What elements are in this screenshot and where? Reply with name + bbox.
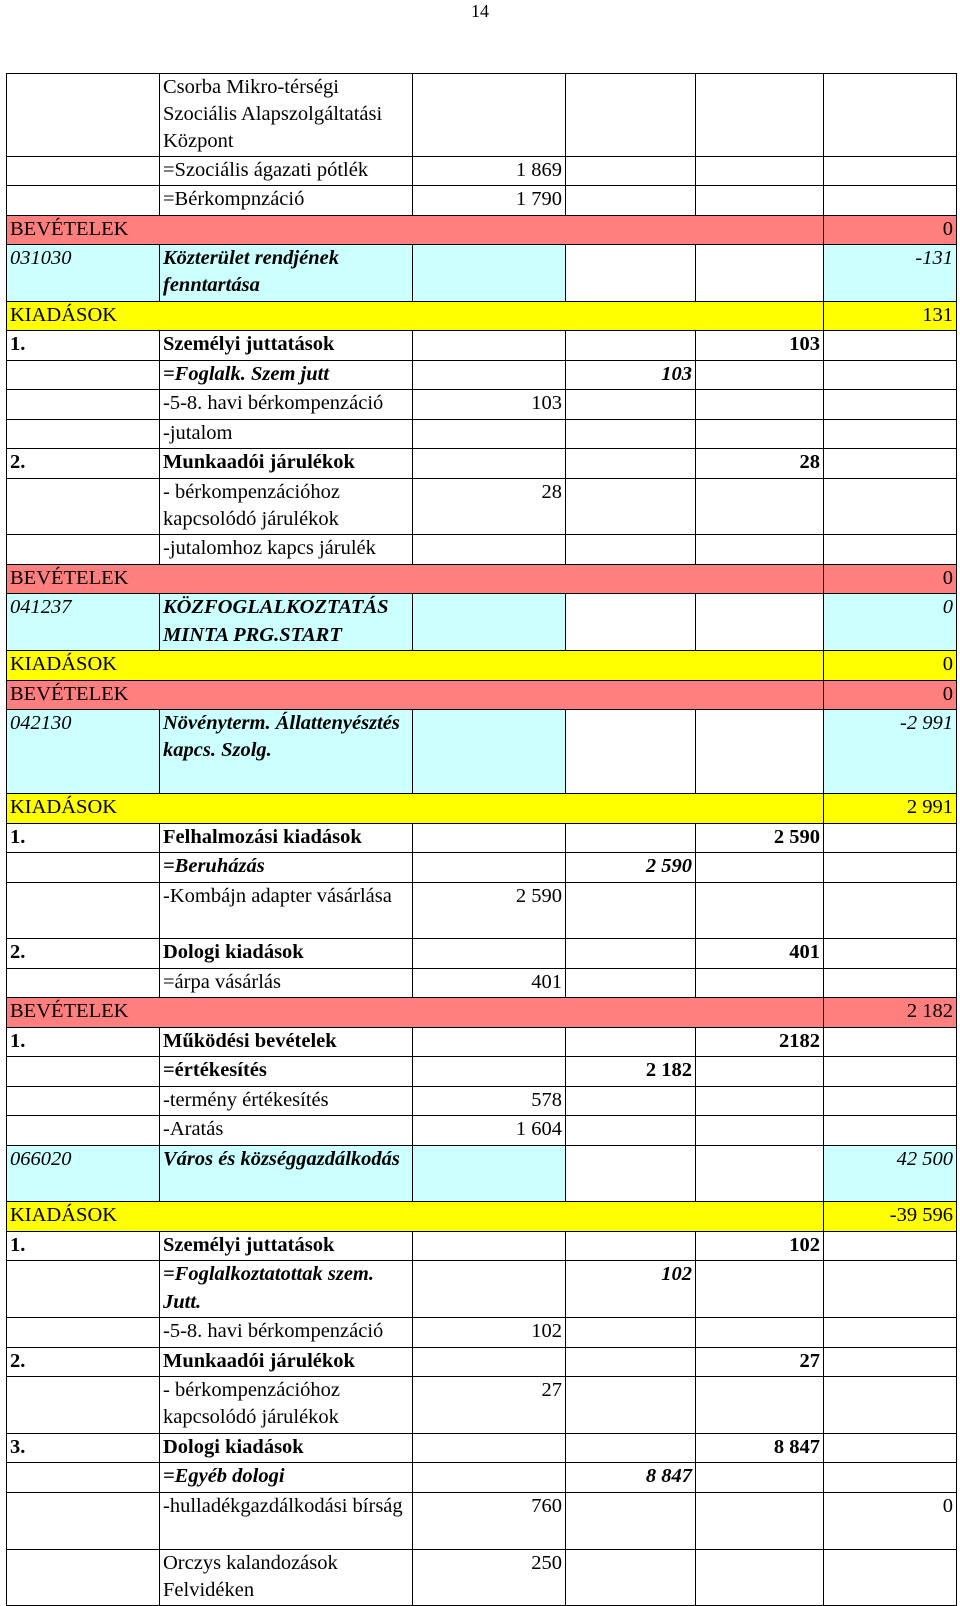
- item-amount-detail: 760: [413, 1492, 566, 1549]
- expense-row: [7, 794, 957, 824]
- item-row: [7, 1027, 957, 1057]
- item-amount-final: [824, 360, 957, 390]
- item-amount-subtotal: [566, 1347, 696, 1377]
- item-amount-final: [824, 1433, 957, 1463]
- item-amount-detail: [413, 1057, 566, 1087]
- item-amount-detail: [413, 535, 566, 565]
- item-row: [7, 1492, 957, 1549]
- item-amount-total: [696, 74, 824, 157]
- item-description: -jutalom: [160, 419, 413, 449]
- item-amount-subtotal: [566, 1231, 696, 1261]
- item-description: -Kombájn adapter vásárlása: [160, 882, 413, 939]
- item-amount-final: [824, 1347, 957, 1377]
- item-amount-total: 28: [696, 449, 824, 479]
- item-amount-total: [696, 186, 824, 216]
- item-row: [7, 1057, 957, 1087]
- item-description: =Foglalkoztatottak szem. Jutt.: [160, 1261, 413, 1318]
- item-number: 2.: [7, 939, 160, 969]
- function-row: [7, 710, 957, 794]
- item-amount-subtotal: [566, 390, 696, 420]
- function-empty-cell: [413, 1145, 566, 1202]
- item-amount-subtotal: 8 847: [566, 1463, 696, 1493]
- item-row: [7, 1433, 957, 1463]
- item-amount-detail: 1 869: [413, 156, 566, 186]
- item-amount-subtotal: [566, 1377, 696, 1434]
- item-number: [7, 74, 160, 157]
- item-amount-subtotal: [566, 186, 696, 216]
- item-description: Személyi juttatások: [160, 1231, 413, 1261]
- function-row: [7, 245, 957, 302]
- item-amount-subtotal: 2 182: [566, 1057, 696, 1087]
- item-row: [7, 331, 957, 361]
- item-description: =Beruházás: [160, 853, 413, 883]
- section-total: 2 991: [824, 794, 957, 824]
- item-row: [7, 1377, 957, 1434]
- item-row: [7, 882, 957, 939]
- item-amount-detail: 401: [413, 968, 566, 998]
- item-amount-final: [824, 74, 957, 157]
- item-description: =Foglalk. Szem jutt: [160, 360, 413, 390]
- item-amount-subtotal: [566, 939, 696, 969]
- item-amount-total: 2182: [696, 1027, 824, 1057]
- section-total: 0: [824, 651, 957, 681]
- item-amount-final: [824, 1086, 957, 1116]
- function-code: 041237: [7, 594, 160, 651]
- expense-label: KIADÁSOK: [7, 1202, 824, 1232]
- item-amount-total: [696, 1492, 824, 1549]
- item-description: =árpa vásárlás: [160, 968, 413, 998]
- item-amount-total: [696, 1377, 824, 1434]
- function-total: 0: [824, 594, 957, 651]
- item-amount-total: [696, 478, 824, 535]
- item-amount-subtotal: [566, 1492, 696, 1549]
- item-amount-total: [696, 1116, 824, 1146]
- item-amount-total: [696, 156, 824, 186]
- item-amount-subtotal: [566, 74, 696, 157]
- text-row: [7, 74, 957, 157]
- function-code: 031030: [7, 245, 160, 302]
- item-description: -5-8. havi bérkompenzáció: [160, 1318, 413, 1348]
- expense-label: KIADÁSOK: [7, 651, 824, 681]
- item-amount-detail: [413, 853, 566, 883]
- item-amount-detail: 28: [413, 478, 566, 535]
- function-empty-cell: [413, 594, 566, 651]
- item-amount-detail: 1 604: [413, 1116, 566, 1146]
- budget-table: [6, 73, 957, 1606]
- item-number: 1.: [7, 823, 160, 853]
- item-amount-detail: [413, 1027, 566, 1057]
- item-number: [7, 1086, 160, 1116]
- item-row: [7, 390, 957, 420]
- item-amount-subtotal: [566, 478, 696, 535]
- item-amount-detail: 2 590: [413, 882, 566, 939]
- item-row: [7, 1261, 957, 1318]
- item-amount-final: [824, 331, 957, 361]
- function-total: 42 500: [824, 1145, 957, 1202]
- item-amount-final: [824, 968, 957, 998]
- function-name: KÖZFOGLALKOZTATÁS MINTA PRG.START: [160, 594, 413, 651]
- item-amount-subtotal: [566, 1116, 696, 1146]
- item-amount-subtotal: [566, 968, 696, 998]
- item-row: [7, 535, 957, 565]
- revenue-label: BEVÉTELEK: [7, 998, 824, 1028]
- item-row: [7, 1231, 957, 1261]
- item-amount-detail: [413, 1231, 566, 1261]
- item-amount-detail: [413, 74, 566, 157]
- function-empty-cell: [696, 1145, 824, 1202]
- item-row: [7, 1347, 957, 1377]
- item-amount-total: [696, 1318, 824, 1348]
- item-amount-subtotal: [566, 156, 696, 186]
- expense-row: [7, 651, 957, 681]
- item-description: - bérkompenzációhoz kapcsolódó járulékok: [160, 478, 413, 535]
- item-amount-detail: [413, 1463, 566, 1493]
- item-amount-final: 0: [824, 1492, 957, 1549]
- item-amount-final: [824, 853, 957, 883]
- function-empty-cell: [696, 594, 824, 651]
- item-description: -hulladékgazdálkodási bírság: [160, 1492, 413, 1549]
- item-number: 1.: [7, 331, 160, 361]
- revenue-row: [7, 998, 957, 1028]
- item-amount-final: [824, 1463, 957, 1493]
- item-amount-detail: [413, 823, 566, 853]
- item-number: [7, 1318, 160, 1348]
- item-description: Személyi juttatások: [160, 331, 413, 361]
- item-amount-detail: [413, 1261, 566, 1318]
- item-amount-total: [696, 1261, 824, 1318]
- item-number: [7, 1463, 160, 1493]
- item-number: 1.: [7, 1231, 160, 1261]
- item-amount-final: [824, 186, 957, 216]
- budget-table-body: [7, 74, 957, 1606]
- item-amount-total: [696, 882, 824, 939]
- item-amount-total: [696, 360, 824, 390]
- item-amount-final: [824, 1027, 957, 1057]
- item-amount-total: [696, 1086, 824, 1116]
- function-empty-cell: [696, 710, 824, 794]
- item-row: [7, 419, 957, 449]
- item-row: [7, 478, 957, 535]
- item-amount-total: [696, 853, 824, 883]
- item-description: =Bérkompnzáció: [160, 186, 413, 216]
- item-number: [7, 882, 160, 939]
- item-number: [7, 1057, 160, 1087]
- item-amount-detail: [413, 1347, 566, 1377]
- item-description: Orczys kalandozások Felvidéken: [160, 1549, 413, 1606]
- item-amount-subtotal: [566, 535, 696, 565]
- item-amount-total: [696, 390, 824, 420]
- item-amount-subtotal: [566, 449, 696, 479]
- item-amount-detail: [413, 449, 566, 479]
- item-amount-subtotal: [566, 882, 696, 939]
- item-description: =Egyéb dologi: [160, 1463, 413, 1493]
- item-amount-subtotal: [566, 331, 696, 361]
- expense-label: KIADÁSOK: [7, 794, 824, 824]
- item-row: [7, 1318, 957, 1348]
- item-number: [7, 1492, 160, 1549]
- function-empty-cell: [566, 245, 696, 302]
- item-amount-total: [696, 968, 824, 998]
- page-number: 14: [471, 1, 489, 21]
- revenue-row: [7, 680, 957, 710]
- function-row: [7, 594, 957, 651]
- section-total: 2 182: [824, 998, 957, 1028]
- expense-row: [7, 301, 957, 331]
- item-amount-final: [824, 1116, 957, 1146]
- item-amount-detail: [413, 360, 566, 390]
- item-row: [7, 823, 957, 853]
- item-amount-detail: [413, 331, 566, 361]
- item-amount-subtotal: [566, 419, 696, 449]
- item-amount-final: [824, 823, 957, 853]
- item-description: -termény értékesítés: [160, 1086, 413, 1116]
- revenue-row: [7, 564, 957, 594]
- item-row: [7, 939, 957, 969]
- item-number: [7, 390, 160, 420]
- item-amount-total: 401: [696, 939, 824, 969]
- item-description: -5-8. havi bérkompenzáció: [160, 390, 413, 420]
- text-row: [7, 186, 957, 216]
- item-number: [7, 478, 160, 535]
- function-code: 066020: [7, 1145, 160, 1202]
- section-total: 131: [824, 301, 957, 331]
- item-amount-final: [824, 882, 957, 939]
- item-amount-final: [824, 390, 957, 420]
- item-number: [7, 853, 160, 883]
- item-row: [7, 853, 957, 883]
- item-amount-detail: 578: [413, 1086, 566, 1116]
- item-amount-final: [824, 1231, 957, 1261]
- item-row: [7, 1086, 957, 1116]
- item-amount-total: [696, 535, 824, 565]
- item-amount-detail: 27: [413, 1377, 566, 1434]
- item-amount-total: 8 847: [696, 1433, 824, 1463]
- item-amount-subtotal: [566, 1433, 696, 1463]
- item-number: [7, 360, 160, 390]
- item-number: 2.: [7, 1347, 160, 1377]
- item-amount-final: [824, 156, 957, 186]
- item-amount-final: [824, 535, 957, 565]
- item-amount-total: [696, 1057, 824, 1087]
- item-amount-final: [824, 1377, 957, 1434]
- item-row: [7, 968, 957, 998]
- function-row: [7, 1145, 957, 1202]
- expense-row: [7, 1202, 957, 1232]
- item-amount-detail: 102: [413, 1318, 566, 1348]
- item-amount-final: [824, 478, 957, 535]
- item-amount-final: [824, 1261, 957, 1318]
- function-code: 042130: [7, 710, 160, 794]
- revenue-row: [7, 215, 957, 245]
- item-amount-final: [824, 419, 957, 449]
- item-amount-subtotal: [566, 1027, 696, 1057]
- item-amount-detail: 103: [413, 390, 566, 420]
- item-number: 2.: [7, 449, 160, 479]
- item-amount-total: 27: [696, 1347, 824, 1377]
- item-number: [7, 1377, 160, 1434]
- section-total: -39 596: [824, 1202, 957, 1232]
- item-amount-detail: 250: [413, 1549, 566, 1606]
- item-number: [7, 1116, 160, 1146]
- item-amount-total: 2 590: [696, 823, 824, 853]
- item-number: 1.: [7, 1027, 160, 1057]
- function-empty-cell: [413, 710, 566, 794]
- item-row: [7, 360, 957, 390]
- item-amount-final: [824, 1318, 957, 1348]
- item-number: 3.: [7, 1433, 160, 1463]
- item-row: [7, 1116, 957, 1146]
- item-amount-subtotal: 103: [566, 360, 696, 390]
- section-total: 0: [824, 680, 957, 710]
- item-description: Működési bevételek: [160, 1027, 413, 1057]
- item-amount-subtotal: 102: [566, 1261, 696, 1318]
- item-amount-final: [824, 1057, 957, 1087]
- function-name: Növényterm. Állattenyésztés kapcs. Szolg.: [160, 710, 413, 794]
- item-description: - bérkompenzációhoz kapcsolódó járulékok: [160, 1377, 413, 1434]
- function-empty-cell: [566, 710, 696, 794]
- item-description: Dologi kiadások: [160, 1433, 413, 1463]
- item-number: [7, 156, 160, 186]
- item-description: Csorba Mikro-térségi Szociális Alapszolgáltatási Központ: [160, 74, 413, 157]
- item-number: [7, 968, 160, 998]
- function-empty-cell: [696, 245, 824, 302]
- function-empty-cell: [566, 1145, 696, 1202]
- item-description: =értékesítés: [160, 1057, 413, 1087]
- item-amount-total: 102: [696, 1231, 824, 1261]
- item-amount-total: [696, 419, 824, 449]
- item-description: Munkaadói járulékok: [160, 449, 413, 479]
- function-name: Város és községgazdálkodás: [160, 1145, 413, 1202]
- item-row: [7, 449, 957, 479]
- item-description: Munkaadói járulékok: [160, 1347, 413, 1377]
- revenue-label: BEVÉTELEK: [7, 680, 824, 710]
- item-amount-detail: [413, 939, 566, 969]
- item-amount-final: [824, 939, 957, 969]
- item-amount-total: 103: [696, 331, 824, 361]
- function-total: -131: [824, 245, 957, 302]
- item-amount-detail: 1 790: [413, 186, 566, 216]
- text-row: [7, 156, 957, 186]
- function-total: -2 991: [824, 710, 957, 794]
- item-number: [7, 419, 160, 449]
- item-row: [7, 1463, 957, 1493]
- item-number: [7, 1261, 160, 1318]
- revenue-label: BEVÉTELEK: [7, 215, 824, 245]
- section-total: 0: [824, 564, 957, 594]
- item-amount-subtotal: 2 590: [566, 853, 696, 883]
- item-description: -jutalomhoz kapcs járulék: [160, 535, 413, 565]
- section-total: 0: [824, 215, 957, 245]
- revenue-label: BEVÉTELEK: [7, 564, 824, 594]
- item-amount-subtotal: [566, 1318, 696, 1348]
- item-description: Felhalmozási kiadások: [160, 823, 413, 853]
- item-amount-subtotal: [566, 1086, 696, 1116]
- expense-label: KIADÁSOK: [7, 301, 824, 331]
- item-description: -Aratás: [160, 1116, 413, 1146]
- item-amount-total: [696, 1463, 824, 1493]
- item-description: =Szociális ágazati pótlék: [160, 156, 413, 186]
- item-number: [7, 535, 160, 565]
- item-description: Dologi kiadások: [160, 939, 413, 969]
- item-amount-subtotal: [566, 823, 696, 853]
- item-amount-detail: [413, 1433, 566, 1463]
- function-empty-cell: [566, 594, 696, 651]
- item-number: [7, 186, 160, 216]
- function-empty-cell: [413, 245, 566, 302]
- item-amount-final: [824, 449, 957, 479]
- function-name: Közterület rendjének fenntartása: [160, 245, 413, 302]
- item-amount-detail: [413, 419, 566, 449]
